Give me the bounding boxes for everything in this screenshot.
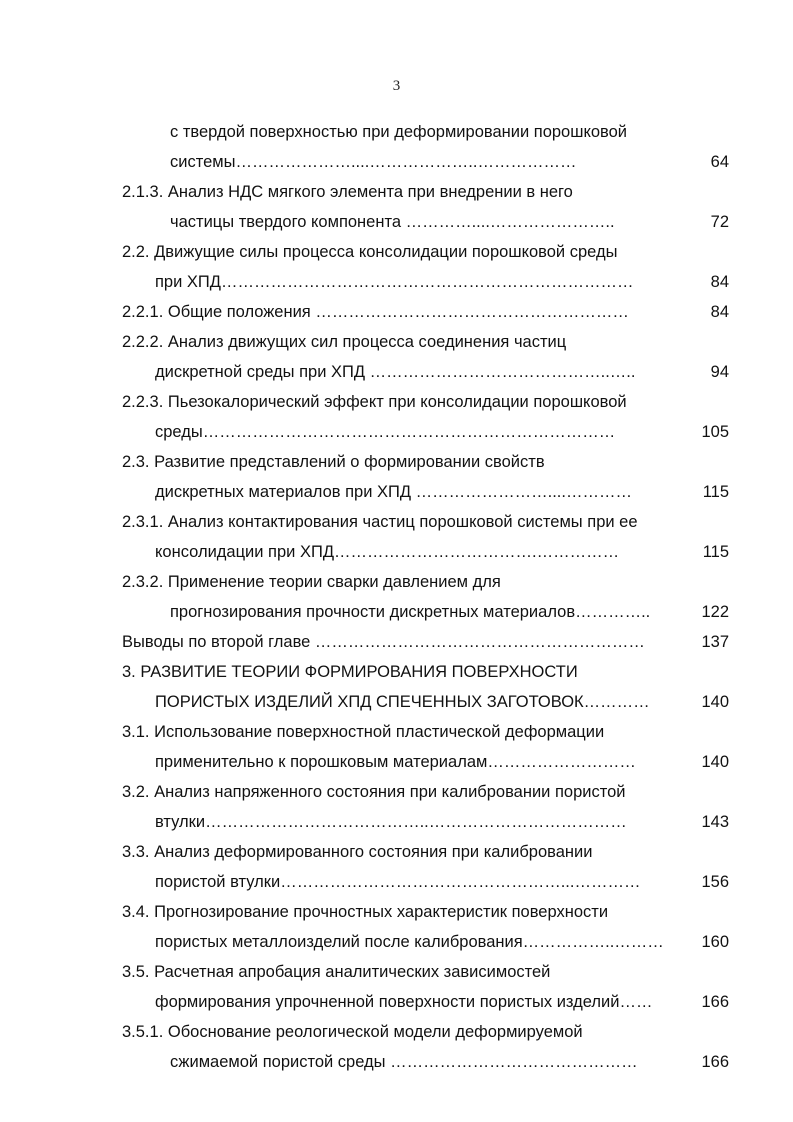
toc-line bbox=[0, 177, 793, 207]
toc-entry-text: дискретных материалов при ХПД ……………………....………… bbox=[155, 483, 632, 501]
toc-line bbox=[0, 897, 793, 927]
toc-entry-text: частицы твердого компонента …………....………………….. bbox=[170, 213, 615, 231]
toc-line bbox=[0, 957, 793, 987]
page-number: 3 bbox=[392, 78, 401, 94]
toc-entry-text: 3.5. Расчетная апробация аналитических зависимостей bbox=[122, 963, 551, 981]
toc-line bbox=[0, 387, 793, 417]
toc-page-number: 160 bbox=[701, 933, 729, 951]
toc-entry-text: ПОРИСТЫХ ИЗДЕЛИЙ ХПД СПЕЧЕННЫХ ЗАГОТОВОК………… bbox=[155, 693, 650, 711]
toc-line bbox=[0, 927, 793, 957]
toc-entry-text: сжимаемой пористой среды ……………………………………… bbox=[170, 1053, 638, 1071]
toc-line bbox=[0, 477, 793, 507]
toc-page-number: 115 bbox=[702, 543, 729, 561]
toc-line bbox=[0, 267, 793, 297]
toc-line bbox=[0, 807, 793, 837]
toc-line bbox=[0, 507, 793, 537]
toc-line bbox=[0, 327, 793, 357]
toc-page-number: 84 bbox=[710, 273, 729, 291]
toc-line bbox=[0, 117, 793, 147]
toc-page-number: 166 bbox=[701, 993, 729, 1011]
toc-page-number: 137 bbox=[701, 633, 729, 651]
toc-entry-text: 3.1. Использование поверхностной пластической деформации bbox=[122, 723, 605, 741]
toc-line bbox=[0, 747, 793, 777]
toc-entry-text: среды………………………………………………………………… bbox=[155, 423, 616, 441]
toc-entry-text: применительно к порошковым материалам……………………… bbox=[155, 753, 636, 771]
toc-page-number: 84 bbox=[710, 303, 729, 321]
toc-entry-text: формирования упрочненной поверхности пористых изделий…… bbox=[155, 993, 653, 1011]
toc-page-number: 94 bbox=[710, 363, 729, 381]
toc-page-number: 105 bbox=[701, 423, 729, 441]
toc-line bbox=[0, 1047, 793, 1077]
toc-entry-text: 2.3.2. Применение теории сварки давлением для bbox=[122, 573, 501, 591]
table-of-contents bbox=[0, 117, 793, 1077]
toc-entry-text: консолидации при ХПД……………………………….…………… bbox=[155, 543, 620, 561]
toc-entry-text: 2.2.2. Анализ движущих сил процесса соединения частиц bbox=[122, 333, 567, 351]
toc-entry-text: прогнозирования прочности дискретных материалов………….. bbox=[170, 603, 651, 621]
toc-page-number: 64 bbox=[710, 153, 729, 171]
toc-line bbox=[0, 657, 793, 687]
toc-line bbox=[0, 447, 793, 477]
toc-line bbox=[0, 597, 793, 627]
toc-line bbox=[0, 867, 793, 897]
toc-entry-text: 2.3.1. Анализ контактирования частиц порошковой системы при ее bbox=[122, 513, 638, 531]
toc-page-number: 72 bbox=[710, 213, 729, 231]
toc-page-number: 115 bbox=[702, 483, 729, 501]
toc-line bbox=[0, 207, 793, 237]
toc-line bbox=[0, 417, 793, 447]
toc-page-number: 143 bbox=[701, 813, 729, 831]
toc-entry-text: пористой втулки……………………………………………...………… bbox=[155, 873, 641, 891]
toc-entry-text: дискретной среды при ХПД ……………………………………..….. bbox=[155, 363, 636, 381]
toc-line bbox=[0, 237, 793, 267]
toc-line bbox=[0, 1017, 793, 1047]
toc-line bbox=[0, 777, 793, 807]
toc-line bbox=[0, 627, 793, 657]
toc-line bbox=[0, 537, 793, 567]
toc-entry-text: системы…………………....………………..……………… bbox=[170, 153, 577, 171]
toc-page-number: 140 bbox=[701, 693, 729, 711]
toc-line bbox=[0, 717, 793, 747]
toc-entry-text: 2.2. Движущие силы процесса консолидации порошковой среды bbox=[122, 243, 618, 261]
toc-entry-text: 2.2.1. Общие положения ………………………………………………… bbox=[122, 303, 629, 321]
toc-line bbox=[0, 297, 793, 327]
toc-line bbox=[0, 687, 793, 717]
toc-entry-text: 3.5.1. Обоснование реологической модели деформируемой bbox=[122, 1023, 583, 1041]
toc-page-number: 156 bbox=[701, 873, 729, 891]
toc-entry-text: втулки…………………………………..……………………………… bbox=[155, 813, 627, 831]
toc-line bbox=[0, 567, 793, 597]
toc-entry-text: Выводы по второй главе …………………………………………………… bbox=[122, 633, 645, 651]
toc-entry-text: 2.2.3. Пьезокалорический эффект при консолидации порошковой bbox=[122, 393, 627, 411]
toc-entry-text: при ХПД………………………………………………………………… bbox=[155, 273, 634, 291]
toc-entry-text: 3. РАЗВИТИЕ ТЕОРИИ ФОРМИРОВАНИЯ ПОВЕРХНОСТИ bbox=[122, 663, 578, 681]
toc-entry-text: 2.3. Развитие представлений о формировании свойств bbox=[122, 453, 545, 471]
toc-line bbox=[0, 987, 793, 1017]
toc-line bbox=[0, 147, 793, 177]
toc-entry-text: 3.2. Анализ напряженного состояния при калибровании пористой bbox=[122, 783, 626, 801]
toc-page-number: 122 bbox=[701, 603, 729, 621]
toc-page-number: 166 bbox=[701, 1053, 729, 1071]
toc-page-number: 140 bbox=[701, 753, 729, 771]
toc-entry-text: 2.1.3. Анализ НДС мягкого элемента при внедрении в него bbox=[122, 183, 573, 201]
toc-entry-text: пористых металлоизделий после калибрования……………..……… bbox=[155, 933, 664, 951]
toc-entry-text: 3.4. Прогнозирование прочностных характеристик поверхности bbox=[122, 903, 609, 921]
toc-line bbox=[0, 357, 793, 387]
toc-entry-text: 3.3. Анализ деформированного состояния при калибровании bbox=[122, 843, 593, 861]
toc-line bbox=[0, 837, 793, 867]
toc-entry-text: с твердой поверхностью при деформировании порошковой bbox=[170, 123, 628, 141]
